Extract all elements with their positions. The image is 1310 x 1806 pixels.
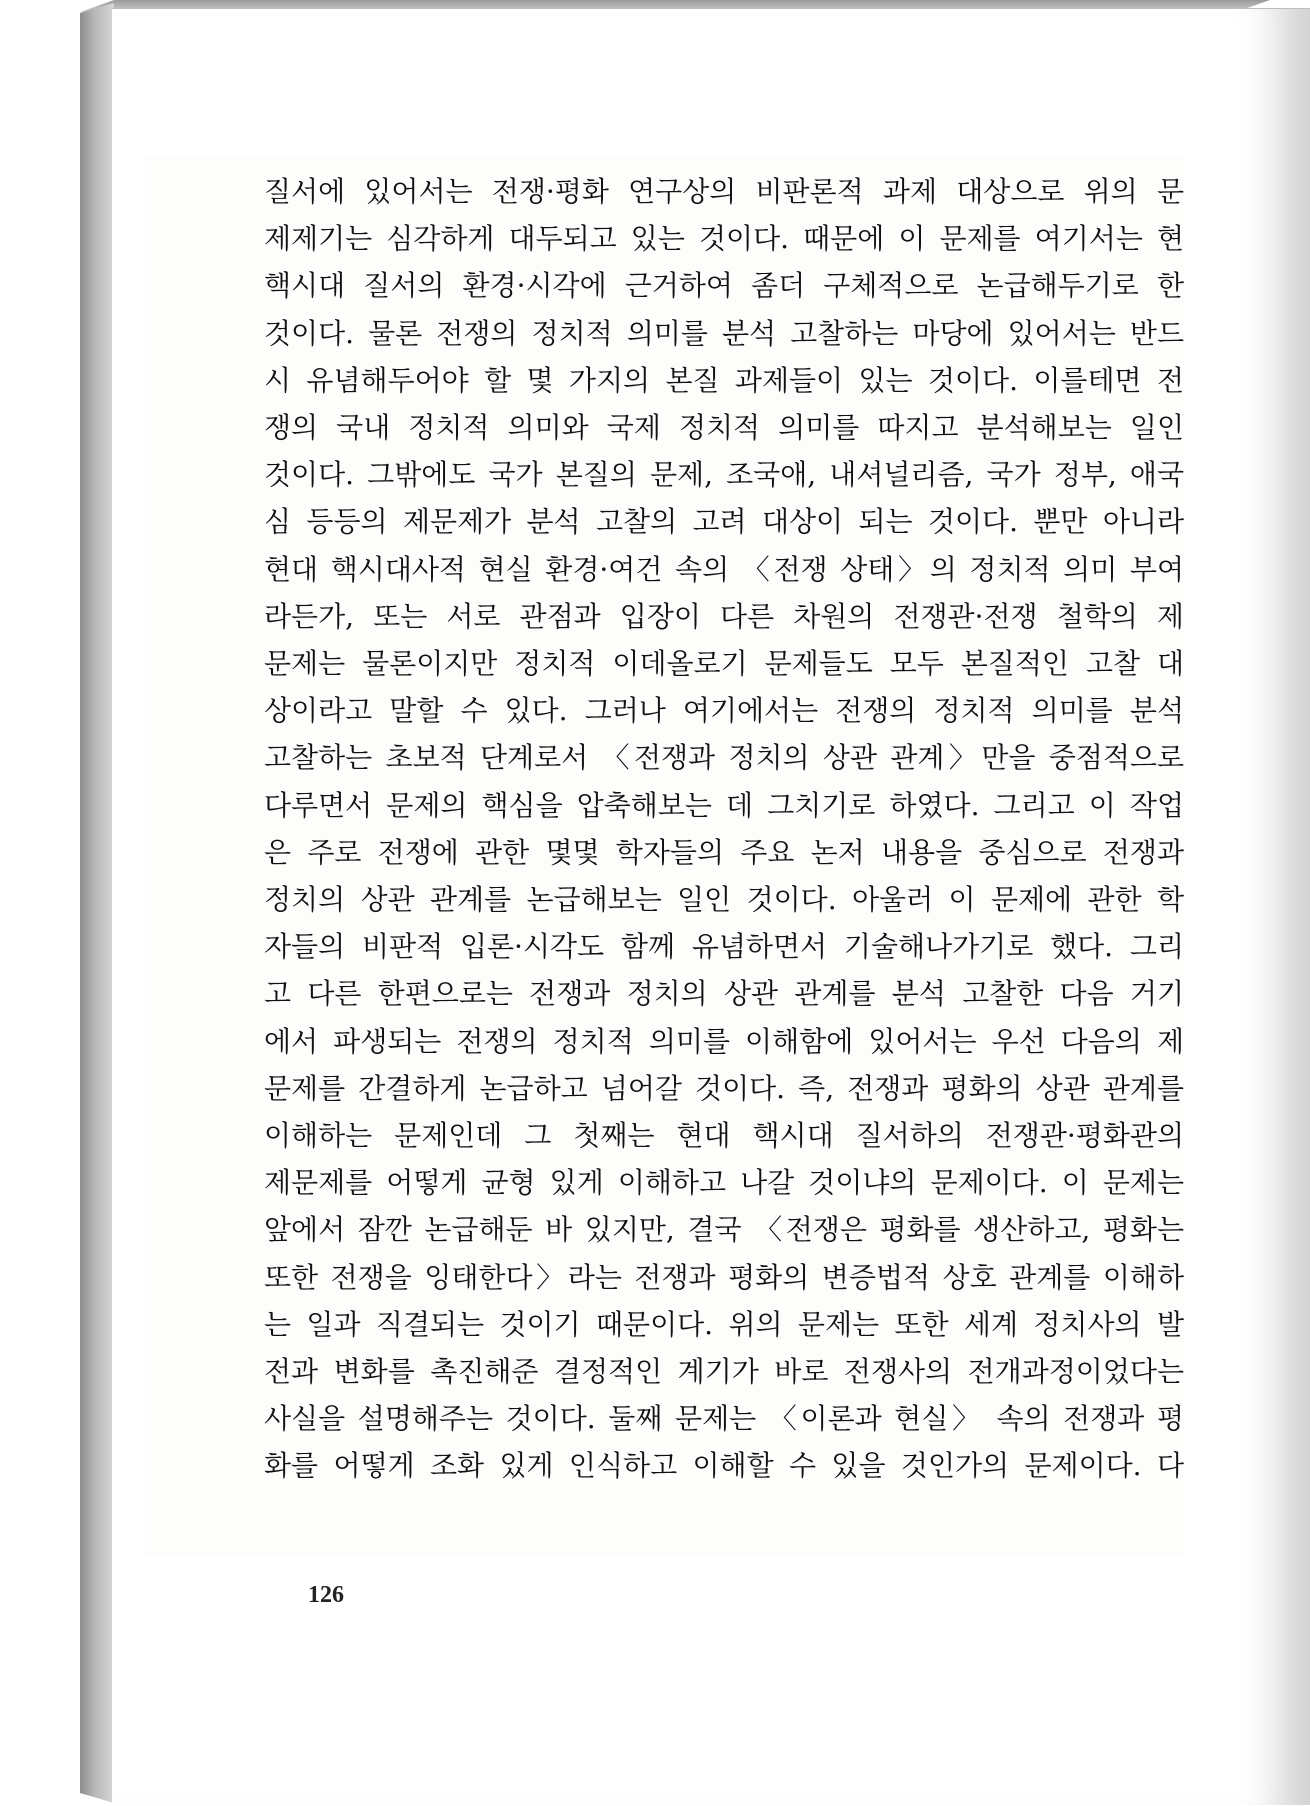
text-line: 전과 변화를 촉진해준 결정적인 계기가 바로 전쟁사의 전개과정이었다는 [264, 1355, 1184, 1389]
text-line: 이해하는 문제인데 그 첫째는 현대 핵시대 질서하의 전쟁관·평화관의 [264, 1119, 1184, 1153]
text-line: 제문제를 어떻게 균형 있게 이해하고 나갈 것이냐의 문제이다. 이 문제는 [264, 1166, 1184, 1200]
text-line: 것이다. 그밖에도 국가 본질의 문제, 조국애, 내셔널리즘, 국가 정부, 애국 [264, 458, 1184, 492]
page-number: 126 [308, 1582, 344, 1608]
text-line: 앞에서 잠깐 논급해둔 바 있지만, 결국 〈전쟁은 평화를 생산하고, 평화는 [264, 1213, 1184, 1247]
text-line: 화를 어떻게 조화 있게 인식하고 이해할 수 있을 것인가의 문제이다. 다 [264, 1449, 1184, 1483]
text-line: 문제를 간결하게 논급하고 넘어갈 것이다. 즉, 전쟁과 평화의 상관 관계를 [264, 1071, 1184, 1105]
text-line: 현대 핵시대사적 현실 환경·여건 속의 〈전쟁 상태〉의 정치적 의미 부여 [264, 552, 1184, 586]
text-line: 쟁의 국내 정치적 의미와 국제 정치적 의미를 따지고 분석해보는 일인 [264, 411, 1184, 445]
text-line: 심 등등의 제문제가 분석 고찰의 고려 대상이 되는 것이다. 뿐만 아니라 [264, 505, 1184, 539]
text-line: 핵시대 질서의 환경·시각에 근거하여 좀더 구체적으로 논급해두기로 한 [264, 269, 1184, 303]
text-line: 시 유념해두어야 할 몇 가지의 본질 과제들이 있는 것이다. 이를테면 전 [264, 363, 1184, 397]
text-line: 는 일과 직결되는 것이기 때문이다. 위의 문제는 또한 세계 정치사의 발 [264, 1307, 1184, 1341]
body-text [264, 168, 1184, 1490]
text-line: 질서에 있어서는 전쟁·평화 연구상의 비판론적 과제 대상으로 위의 문 [264, 175, 1184, 208]
text-line: 다루면서 문제의 핵심을 압축해보는 데 그치기로 하였다. 그리고 이 작업 [264, 788, 1184, 822]
book-spine-edge [80, 3, 114, 1803]
text-line: 라든가, 또는 서로 관점과 입장이 다른 차원의 전쟁관·전쟁 철학의 제 [264, 599, 1184, 633]
text-line: 상이라고 말할 수 있다. 그러나 여기에서는 전쟁의 정치적 의미를 분석 [264, 694, 1184, 728]
text-line: 에서 파생되는 전쟁의 정치적 의미를 이해함에 있어서는 우선 다음의 제 [264, 1024, 1184, 1058]
text-line: 자들의 비판적 입론·시각도 함께 유념하면서 기술해나가기로 했다. 그리 [264, 930, 1184, 964]
text-line: 것이다. 물론 전쟁의 정치적 의미를 분석 고찰하는 마당에 있어서는 반드 [264, 316, 1184, 350]
text-line: 사실을 설명해주는 것이다. 둘째 문제는 〈이론과 현실〉 속의 전쟁과 평 [264, 1402, 1184, 1436]
text-line: 고 다른 한편으로는 전쟁과 정치의 상관 관계를 분석 고찰한 다음 거기 [264, 977, 1184, 1011]
text-line: 은 주로 전쟁에 관한 몇몇 학자들의 주요 논저 내용을 중심으로 전쟁과 [264, 835, 1184, 869]
text-line: 정치의 상관 관계를 논급해보는 일인 것이다. 아울러 이 문제에 관한 학 [264, 883, 1184, 917]
text-line: 또한 전쟁을 잉태한다〉라는 전쟁과 평화의 변증법적 상호 관계를 이해하 [264, 1260, 1184, 1294]
text-line: 문제는 물론이지만 정치적 이데올로기 문제들도 모두 본질적인 고찰 대 [264, 647, 1184, 681]
text-line: 제제기는 심각하게 대두되고 있는 것이다. 때문에 이 문제를 여기서는 현 [264, 222, 1184, 256]
text-line: 고찰하는 초보적 단계로서 〈전쟁과 정치의 상관 관계〉만을 중점적으로 [264, 741, 1184, 775]
